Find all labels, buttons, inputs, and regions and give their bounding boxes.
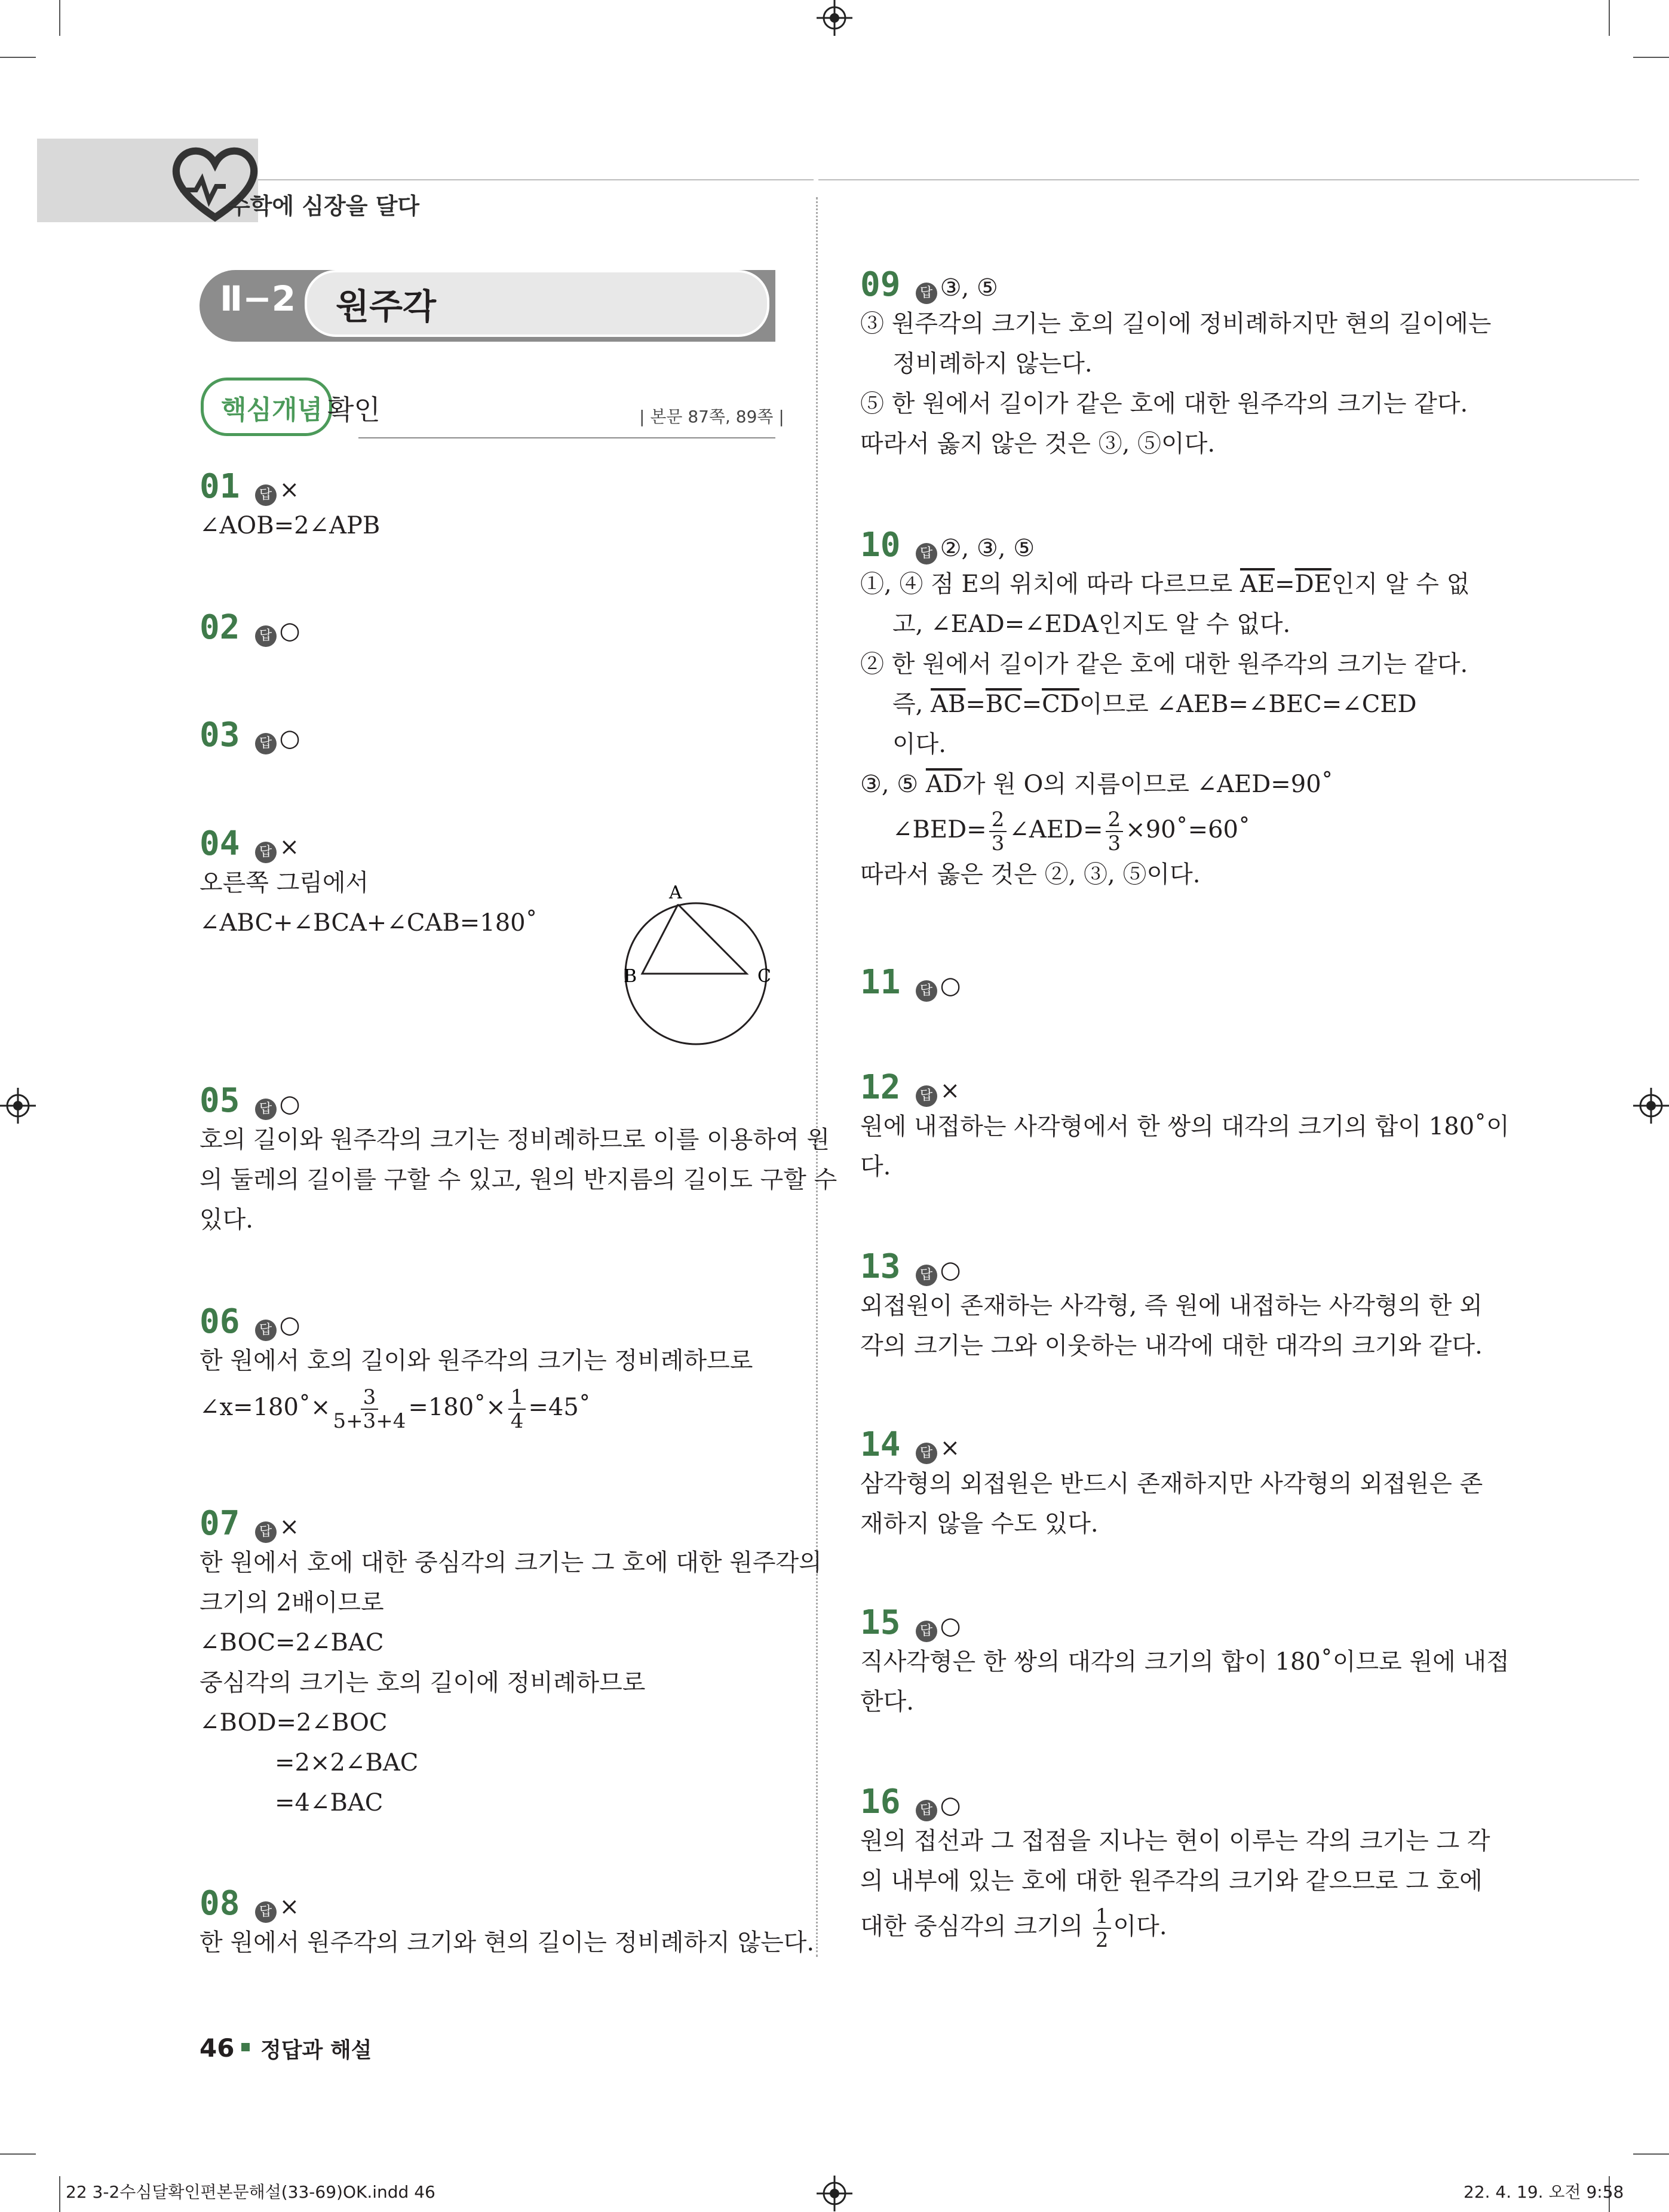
explanation-line: 각의 크기는 그와 이웃하는 내각에 대한 대각의 크기와 같다. (860, 1332, 1483, 1360)
answer: ○ (940, 1612, 961, 1640)
question-number: 03 (200, 716, 240, 754)
question-13 (860, 1247, 1483, 1366)
explanation-line: 대한 중심각의 크기의 $\frac{1}{2}$ 이다. (860, 1904, 1167, 1952)
explanation-line: 이다. (892, 731, 946, 758)
answer-badge: 답 (916, 1621, 937, 1642)
explanation-line: 중심각의 크기는 호의 길이에 정비례하므로 (200, 1669, 646, 1696)
print-slug-date: 22. 4. 19. 오전 9:58 (1464, 2182, 1624, 2202)
header-rule-right (818, 179, 1639, 180)
question-06 (200, 1302, 753, 1432)
explanation-line: ⑤ 한 원에서 길이가 같은 호에 대한 원주각의 크기는 같다. (860, 390, 1468, 418)
explanation-line: 원의 접선과 그 접점을 지나는 현이 이루는 각의 크기는 그 각 (860, 1827, 1490, 1855)
explanation-line: 한 원에서 호의 길이와 원주각의 크기는 정비례하므로 (200, 1347, 753, 1375)
explanation-line: 한 원에서 원주각의 크기와 현의 길이는 정비례하지 않는다. (200, 1929, 815, 1956)
explanation-line: ∠BOC=2∠BAC (200, 1629, 384, 1656)
question-16 (860, 1783, 1490, 1952)
explanation-line: ∠AOB=2∠APB (200, 512, 381, 539)
answer: × (940, 1077, 961, 1105)
question-08 (200, 1884, 814, 1963)
answer-badge: 답 (916, 543, 937, 564)
answer-badge: 답 (255, 1320, 277, 1341)
answer-badge: 답 (255, 1099, 277, 1120)
explanation-line: 고, ∠EAD=∠EDA인지도 알 수 없다. (892, 610, 1291, 638)
explanation-line: 직사각형은 한 쌍의 대각의 크기의 합이 180˚이므로 원에 내접 (860, 1648, 1510, 1676)
question-number: 12 (860, 1068, 901, 1107)
explanation-line: 의 내부에 있는 호에 대한 원주각의 크기와 같으므로 그 호에 (860, 1867, 1483, 1895)
answer: ○ (279, 617, 300, 645)
answer-badge: 답 (255, 484, 277, 506)
question-number: 15 (860, 1603, 901, 1642)
explanation-line: ③, ⑤ $\overline{AD}$가 원 O의 지름이므로 ∠AED=90˚ (860, 771, 1333, 798)
vertex-label-b: B (624, 966, 637, 987)
explanation-line: 따라서 옳지 않은 것은 ③, ⑤이다. (860, 430, 1216, 458)
question-number: 05 (200, 1081, 240, 1120)
header-rule (258, 179, 814, 180)
fraction: $\frac{3}{5+3+4}$ (333, 1385, 406, 1433)
footer-label: 정답과 해설 (260, 2038, 372, 2063)
question-number: 02 (200, 608, 240, 647)
question-05 (200, 1081, 837, 1240)
answer: ○ (940, 1256, 961, 1284)
footer-bullet (241, 2043, 250, 2051)
concept-label: 핵심개념 (221, 395, 323, 425)
explanation-line: 원에 내접하는 사각형에서 한 쌍의 대각의 크기의 합이 180˚이 (860, 1113, 1510, 1140)
question-number: 16 (860, 1783, 901, 1821)
vertex-label-c: C (757, 966, 771, 987)
answer: × (940, 1434, 961, 1462)
equation-line: ∠BED= $\frac{2}{3}$ ∠AED= $\frac{2}{3}$ ×90˚=60˚ (892, 808, 1250, 855)
explanation-line: =4∠BAC (275, 1789, 383, 1817)
vertex-label-a: A (669, 882, 682, 903)
answer: × (279, 476, 300, 504)
explanation-line: 한다. (860, 1688, 914, 1716)
equation-line: ∠x=180˚× $\frac{3}{5+3+4}$ =180˚× $\frac{1}{4}$ =45˚ (200, 1385, 591, 1433)
question-number: 07 (200, 1504, 240, 1543)
explanation-line: ③ 원주각의 크기는 호의 길이에 정비례하지만 현의 길이에는 (860, 310, 1492, 338)
question-10 (860, 526, 1469, 895)
answer-badge: 답 (916, 1443, 937, 1464)
question-number: 10 (860, 526, 901, 564)
print-slug-file: 22 3-2수심달확인편본문해설(33-69)OK.indd 46 (66, 2182, 435, 2202)
explanation-line: 있다. (200, 1206, 253, 1234)
answer-badge: 답 (916, 1800, 937, 1821)
answer-badge: 답 (255, 842, 277, 863)
question-03 (200, 716, 300, 754)
question-number: 01 (200, 467, 240, 506)
concept-label-confirm: 확인 (327, 394, 381, 426)
question-number: 14 (860, 1425, 901, 1464)
explanation-line: 의 둘레의 길이를 구할 수 있고, 원의 반지름의 길이도 구할 수 (200, 1166, 837, 1194)
answer: × (279, 833, 300, 861)
explanation-line: 다. (860, 1153, 891, 1180)
question-number: 09 (860, 265, 901, 304)
explanation-line: ∠BOD=2∠BOC (200, 1709, 388, 1737)
explanation-line: ①, ④ 점 E의 위치에 따라 다르므로 $\overline{AE}=\overline{DE}$인지 알 수 없 (860, 570, 1470, 598)
page-reference: | 본문 87쪽, 89쪽 | (639, 407, 784, 427)
explanation-line: 오른쪽 그림에서 (200, 869, 369, 897)
question-14 (860, 1425, 1483, 1544)
answer-badge: 답 (255, 625, 277, 647)
question-12 (860, 1068, 1510, 1187)
explanation-line: 크기의 2배이므로 (200, 1589, 384, 1616)
question-02 (200, 608, 300, 647)
explanation-line: 즉, $\overline{AB}=\overline{BC}=\overline{CD}$이므로 ∠AEB=∠BEC=∠CED (892, 691, 1417, 718)
explanation-line: 호의 길이와 원주각의 크기는 정비례하므로 이를 이용하여 원 (200, 1126, 830, 1153)
explanation-line: 정비례하지 않는다. (892, 350, 1093, 378)
explanation-line: 따라서 옳은 것은 ②, ③, ⑤이다. (860, 861, 1201, 888)
explanation-line: =2×2∠BAC (275, 1749, 419, 1777)
answer-badge: 답 (916, 1085, 937, 1107)
answer-badge: 답 (255, 733, 277, 754)
answer-badge: 답 (916, 1265, 937, 1286)
answer: ○ (279, 1090, 300, 1118)
concept-rule (358, 437, 775, 438)
explanation-line: 재하지 않을 수도 있다. (860, 1510, 1099, 1538)
fraction: $\frac{2}{3}$ (989, 808, 1007, 855)
fraction: $\frac{1}{4}$ (508, 1386, 526, 1432)
question-number: 08 (200, 1884, 240, 1923)
question-09 (860, 265, 1491, 464)
answer-badge: 답 (255, 1521, 277, 1543)
question-07 (200, 1504, 822, 1823)
answer: ○ (279, 725, 300, 752)
answer: × (279, 1893, 300, 1920)
answer: ○ (940, 1791, 961, 1819)
explanation-line: ② 한 원에서 길이가 같은 호에 대한 원주각의 크기는 같다. (860, 651, 1468, 678)
answer: ②, ③, ⑤ (940, 535, 1035, 562)
answer-badge: 답 (255, 1901, 277, 1923)
answer: ③, ⑤ (940, 274, 998, 302)
brand-text: 수학에 심장을 달다 (228, 193, 420, 219)
answer: ○ (279, 1311, 300, 1339)
inscribed-triangle-figure (609, 866, 783, 1063)
answer-badge: 답 (916, 283, 937, 304)
answer: × (279, 1513, 300, 1541)
fraction: $\frac{1}{2}$ (1093, 1905, 1111, 1952)
question-number: 11 (860, 963, 901, 1002)
question-number: 13 (860, 1247, 901, 1286)
answer-badge: 답 (916, 980, 937, 1002)
explanation-line: ∠ABC+∠BCA+∠CAB=180˚ (200, 909, 538, 937)
fraction: $\frac{2}{3}$ (1106, 808, 1124, 855)
section-number: Ⅱ−2 (220, 278, 296, 319)
question-number: 04 (200, 824, 240, 863)
question-number: 06 (200, 1302, 240, 1341)
section-title: 원주각 (336, 286, 437, 327)
explanation-line: 삼각형의 외접원은 반드시 존재하지만 사각형의 외접원은 존 (860, 1470, 1483, 1498)
question-04 (200, 824, 538, 943)
page-number: 46 (200, 2033, 235, 2063)
question-01 (200, 467, 380, 546)
explanation-line: 외접원이 존재하는 사각형, 즉 원에 내접하는 사각형의 한 외 (860, 1292, 1483, 1320)
question-15 (860, 1603, 1510, 1722)
answer: ○ (940, 972, 961, 999)
question-11 (860, 963, 961, 1002)
explanation-line: 한 원에서 호에 대한 중심각의 크기는 그 호에 대한 원주각의 (200, 1549, 822, 1576)
